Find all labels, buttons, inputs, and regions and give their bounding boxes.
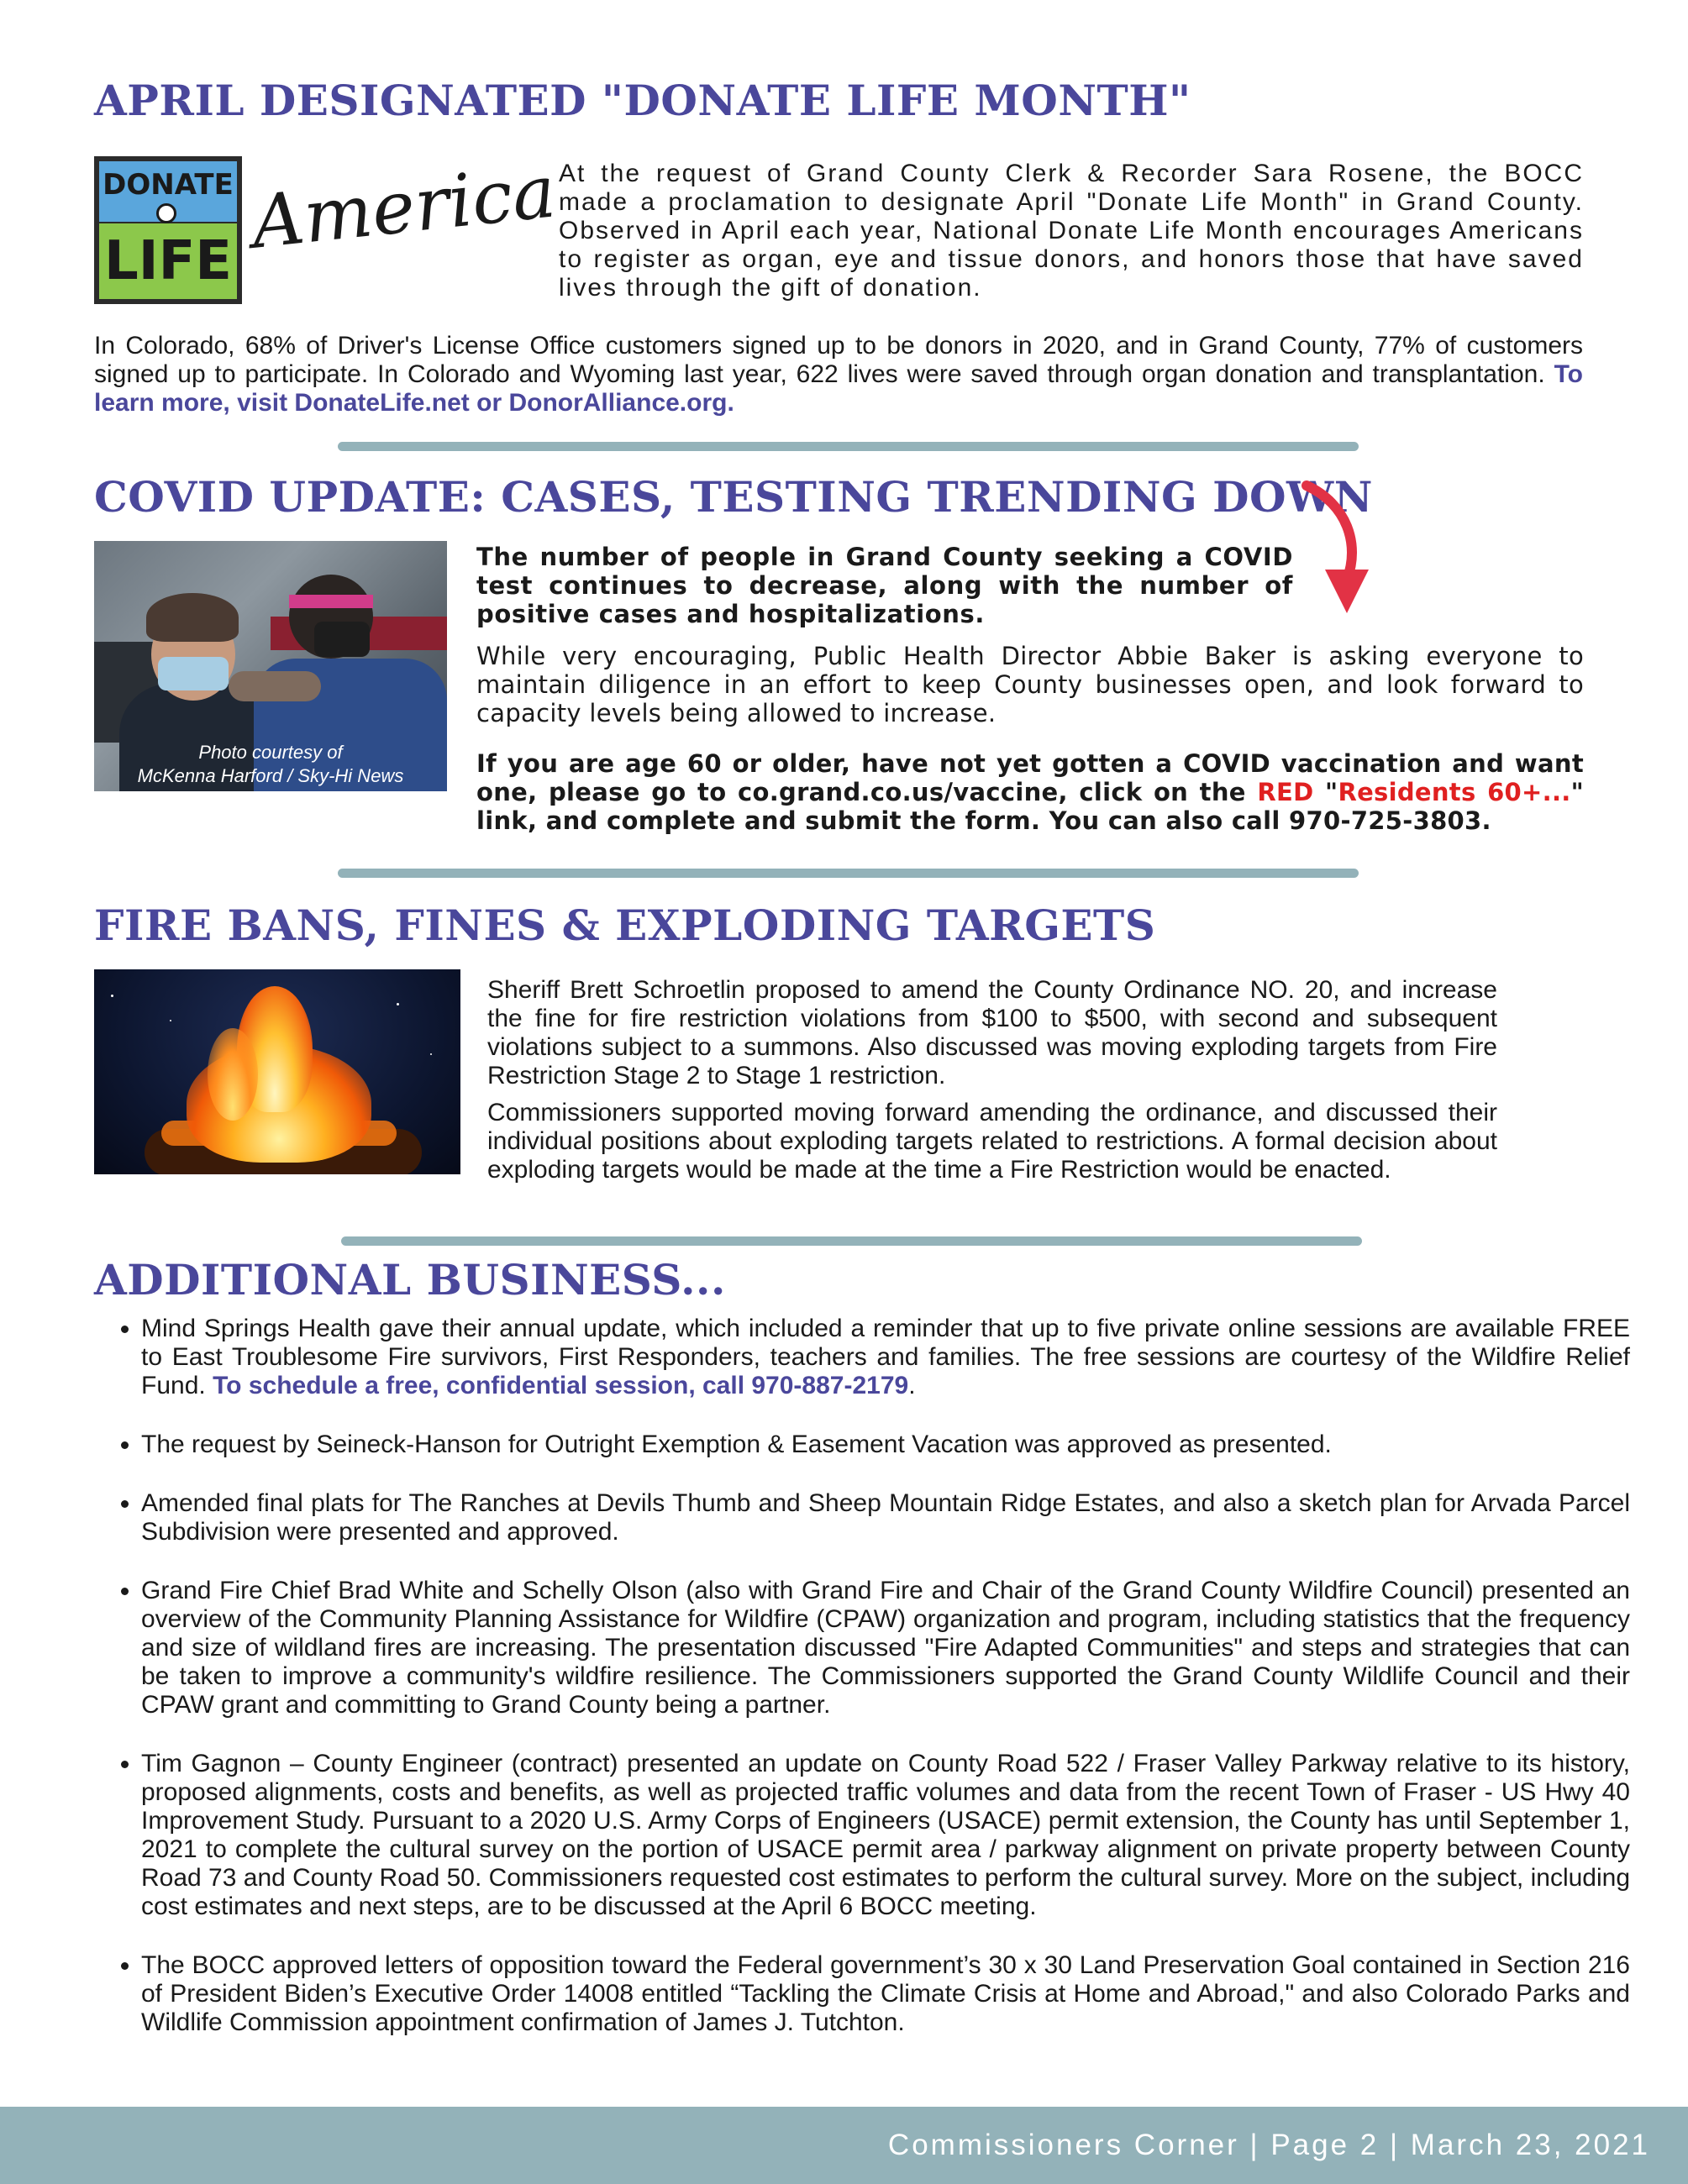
covid-cta-paragraph: If you are age 60 or older, have not yet gotten a COVID vaccination and want one, please go to co.grand.co.us/vaccine, click on the RED "Residents 60+..." link, and complete and submit the form. You can also call 970-725-3803. xyxy=(476,749,1585,835)
donate-life-heading: APRIL DESIGNATED "DONATE LIFE MONTH" xyxy=(94,76,1191,125)
business-item-mind-springs: • Mind Springs Health gave their annual update, which included a reminder that up to five private online sessions are available FREE to East Troublesome Fire survivors, First Responders, teachers and families. The free sessions are courtesy of the Wildfire Relief Fund. To schedule a free, confidential session, call 970-887-2179. xyxy=(141,1315,1630,1400)
donate-stats-text: In Colorado, 68% of Driver's License Office customers signed up to be donors in 2020, and in Grand County, 77% of customers signed up to participate. In Colorado and Wyoming last year, 622 lives were saved through organ donation and transplantation. xyxy=(94,332,1583,388)
schedule-session-link[interactable]: To schedule a free, confidential session, call 970-887-2179 xyxy=(213,1372,909,1399)
business-list xyxy=(94,1315,1630,2037)
donate-stats-paragraph xyxy=(94,332,1583,417)
donate-logo-top-text: DONATE xyxy=(103,168,234,202)
donate-intro-paragraph: At the request of Grand County Clerk & Recorder Sara Rosene, the BOCC made a proclamation to designate April "Donate Life Month" in Grand County. Observed in April each year, National Donate Life Month encourages Americans to register as organ, eye and tissue donors, and honors those that have saved lives through the gift of donation. xyxy=(559,160,1584,302)
donate-logo-bottom-text: LIFE xyxy=(103,230,233,292)
page-footer xyxy=(0,2107,1688,2184)
covid-heading: COVID UPDATE: CASES, TESTING TRENDING DOWN xyxy=(94,472,1373,522)
footer-text: Commissioners Corner | Page 2 | March 23, 2021 xyxy=(887,2129,1650,2161)
photo-credit: Photo courtesy of McKenna Harford / Sky-Hi News xyxy=(137,742,404,786)
covid-body-paragraph: While very encouraging, Public Health Director Abbie Baker is asking everyone to maintain diligence in an effort to keep County businesses open, and look forward to capacity levels being allowed to increase. xyxy=(476,642,1584,727)
business-item-county-road: • Tim Gagnon – County Engineer (contract) presented an update on County Road 522 / Fraser Valley Parkway relative to its history, proposed alignments, costs and benefits, as well as projected traffic volumes and data from the recent Town of Fraser - US Hwy 40 Improvement Study. Pursuant to a 2020 U.S. Army Corps of Engineers (USACE) permit extension, the County has until September 1, 2021 to complete the cultural survey on the portion of USACE permit area / parkway alignment on private property between County Road 73 and County Road 50. Commissioners requested cost estimates to perform the cultural survey. More on the subject, including cost estimates and next steps, are to be discussed at the April 6 BOCC meeting. xyxy=(141,1750,1630,1921)
fire-ordinance-paragraph: Sheriff Brett Schroetlin proposed to amend the County Ordinance NO. 20, and increase the fine for fire restriction violations from $100 to $500, with second and subsequent violations subject to a summons. Also discussed was moving exploding targets from Fire Restriction Stage 2 to Stage 1 restriction. xyxy=(487,976,1497,1089)
section-divider xyxy=(338,442,1359,451)
residents-60-link[interactable]: Residents 60+... xyxy=(1338,778,1571,806)
donate-logo-script-text: America xyxy=(247,150,560,265)
campfire-photo xyxy=(94,969,460,1174)
fire-commissioners-paragraph: Commissioners supported moving forward amending the ordinance, and discussed their individual positions about exploding targets related to restrictions. A formal decision about exploding targets would be made at the time a Fire Restriction would be enacted. xyxy=(487,1099,1497,1184)
section-divider xyxy=(338,869,1359,878)
additional-business-heading: ADDITIONAL BUSINESS... xyxy=(94,1255,726,1305)
red-keyword: RED xyxy=(1257,778,1314,806)
business-item-final-plats: • Amended final plats for The Ranches at Devils Thumb and Sheep Mountain Ridge Estates, and also a sketch plan for Arvada Parcel Subdivision were presented and approved. xyxy=(141,1489,1630,1546)
fire-heading: FIRE BANS, FINES & EXPLODING TARGETS xyxy=(94,900,1156,950)
donate-life-logo xyxy=(94,150,560,304)
section-divider xyxy=(341,1236,1362,1246)
trending-down-arrow-icon xyxy=(1298,479,1374,617)
covid-vaccination-photo xyxy=(94,541,447,791)
business-item-grand-fire: • Grand Fire Chief Brad White and Schelly Olson (also with Grand Fire and Chair of the Grand County Wildfire Council) presented an overview of the Community Planning Assistance for Wildfire (CPAW) organization and program, including statistics that the frequency and size of wildland fires are increasing. The presentation discussed "Fire Adapted Communities" and steps and strategies that can be taken to improve a community's wildfire resilience. The Commissioners supported the Grand County Wildlife Council and their CPAW grant and committing to Grand County being a partner. xyxy=(141,1577,1630,1719)
business-item-land-preservation: • The BOCC approved letters of opposition toward the Federal government’s 30 x 30 Land Preservation Goal contained in Section 216 of President Biden’s Executive Order 14008 entitled “Tackling the Climate Crisis at Home and Abroad," and also Colorado Parks and Wildlife Commission appointment confirmation of James J. Tutchton. xyxy=(141,1951,1630,2037)
donate-life-logo-badge xyxy=(94,156,242,304)
covid-lead-paragraph: The number of people in Grand County seeking a COVID test continues to decrease, along with the number of positive cases and hospitalizations. xyxy=(476,543,1293,628)
business-item-seineck-hanson: • The request by Seineck-Hanson for Outright Exemption & Easement Vacation was approved as presented. xyxy=(141,1431,1630,1459)
donate-learn-more-link[interactable]: To learn more, visit DonateLife.net or DonorAlliance.org. xyxy=(94,360,1583,417)
